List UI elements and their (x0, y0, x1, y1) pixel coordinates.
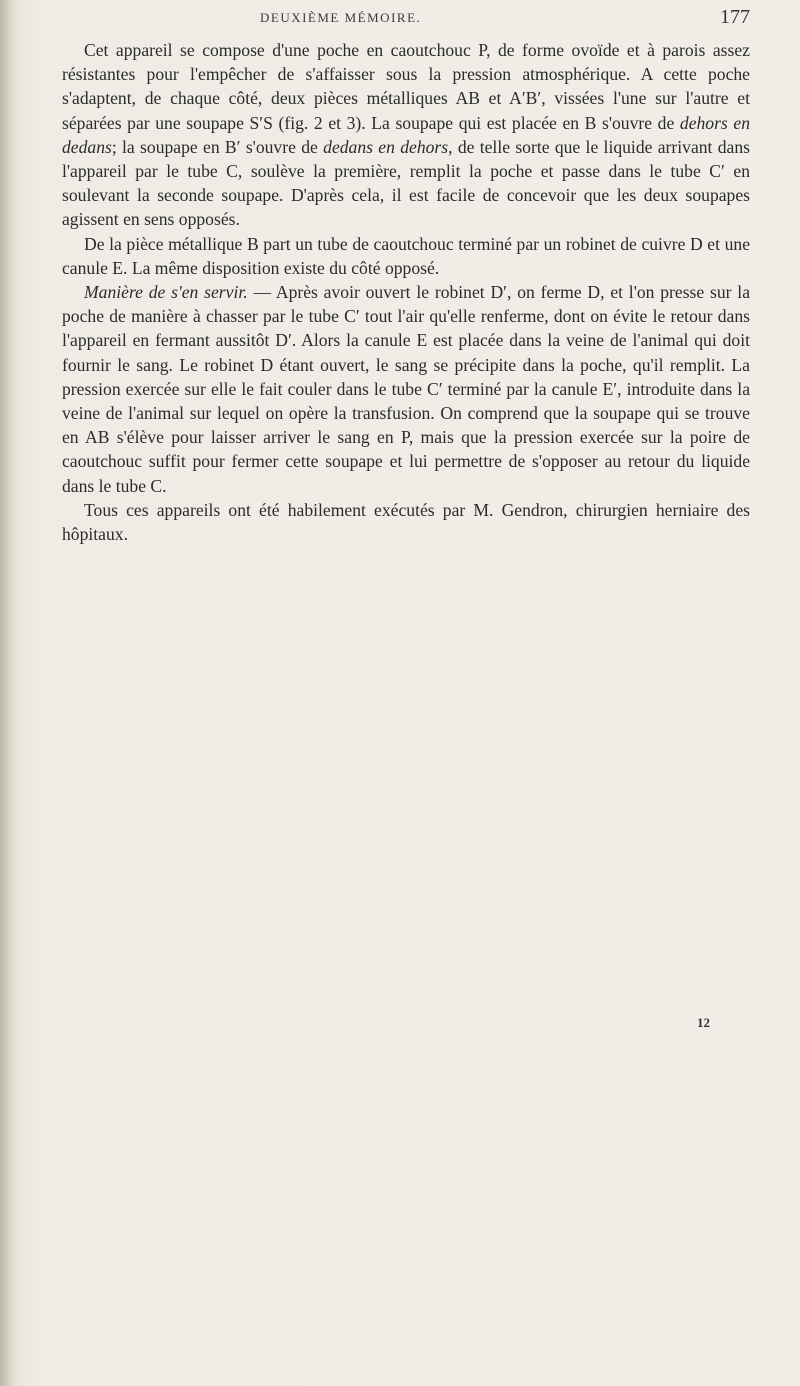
paragraph-3-text: — Après avoir ouvert le robinet D′, on ferme D, et l'on presse sur la poche de manière à chasser par le tube C′ tout l'air qu'elle renferme, dont on évite le retour dans l'appareil en fermant aussitôt D′. Alors la canule E est placée dans la veine de l'animal qui doit fournir le sang. Le robinet D étant ouvert, le sang se précipite dans la poche, qu'il remplit. La pression exercée sur elle le fait couler dans le tube C′ terminé par la canule E′, introduite dans la veine de l'animal sur lequel on opère la transfusion. On comprend que la soupape qui se trouve en AB s'élève pour laisser arriver le sang en P, mais que la pression exercée sur la poire de caoutchouc suffit pour fermer cette soupape et lui permettre de s'opposer au retour du liquide dans le tube C. (62, 282, 750, 496)
paragraph-4: Tous ces appareils ont été habilement exécutés par M. Gendron, chirurgien herniaire des hôpitaux. (62, 499, 750, 545)
page-number: 177 (720, 6, 750, 28)
paragraph-1-text-b: ; la soupape en B′ s'ouvre de (111, 136, 324, 157)
paragraph-1-italic-a: dehors en dedans (62, 112, 750, 157)
running-head: DEUXIÈME MÉMOIRE. (260, 10, 422, 25)
paragraph-1-text-a: Cet appareil se compose d'une poche en caoutchouc P, de forme ovoïde et à parois assez résistantes pour l'empêcher de s'affaisser sous la pression atmosphérique. A cette poche s'adaptent, de chaque côté, deux pièces métalliques AB et A′B′, vissées l'une sur l'autre et séparées par une soupape S′S (fig. 2 et 3). La soupape qui est placée en B s'ouvre de (62, 40, 750, 133)
paragraph-1-italic-b: dedans en dehors (323, 136, 449, 157)
body-text (62, 38, 750, 546)
page-header (60, 8, 750, 30)
paragraph-1 (62, 38, 750, 232)
paragraph-1-text-c: , de telle sorte que le liquide arrivant dans l'appareil par le tube C, soulève la première, remplit la poche et passe dans le tube C′ en soulevant la seconde soupape. D'après cela, il est facile de concevoir que les deux soupapes agissent en sens opposés. (62, 136, 751, 230)
spine-shadow (0, 0, 16, 1386)
paragraph-3 (62, 280, 750, 498)
paragraph-2: De la pièce métallique B part un tube de caoutchouc terminé par un robinet de cuivre D et une canule E. La même disposition existe du côté opposé. (62, 233, 750, 278)
signature-mark: 12 (697, 1015, 710, 1030)
paragraph-3-italic: Manière de s'en servir. (84, 282, 248, 303)
